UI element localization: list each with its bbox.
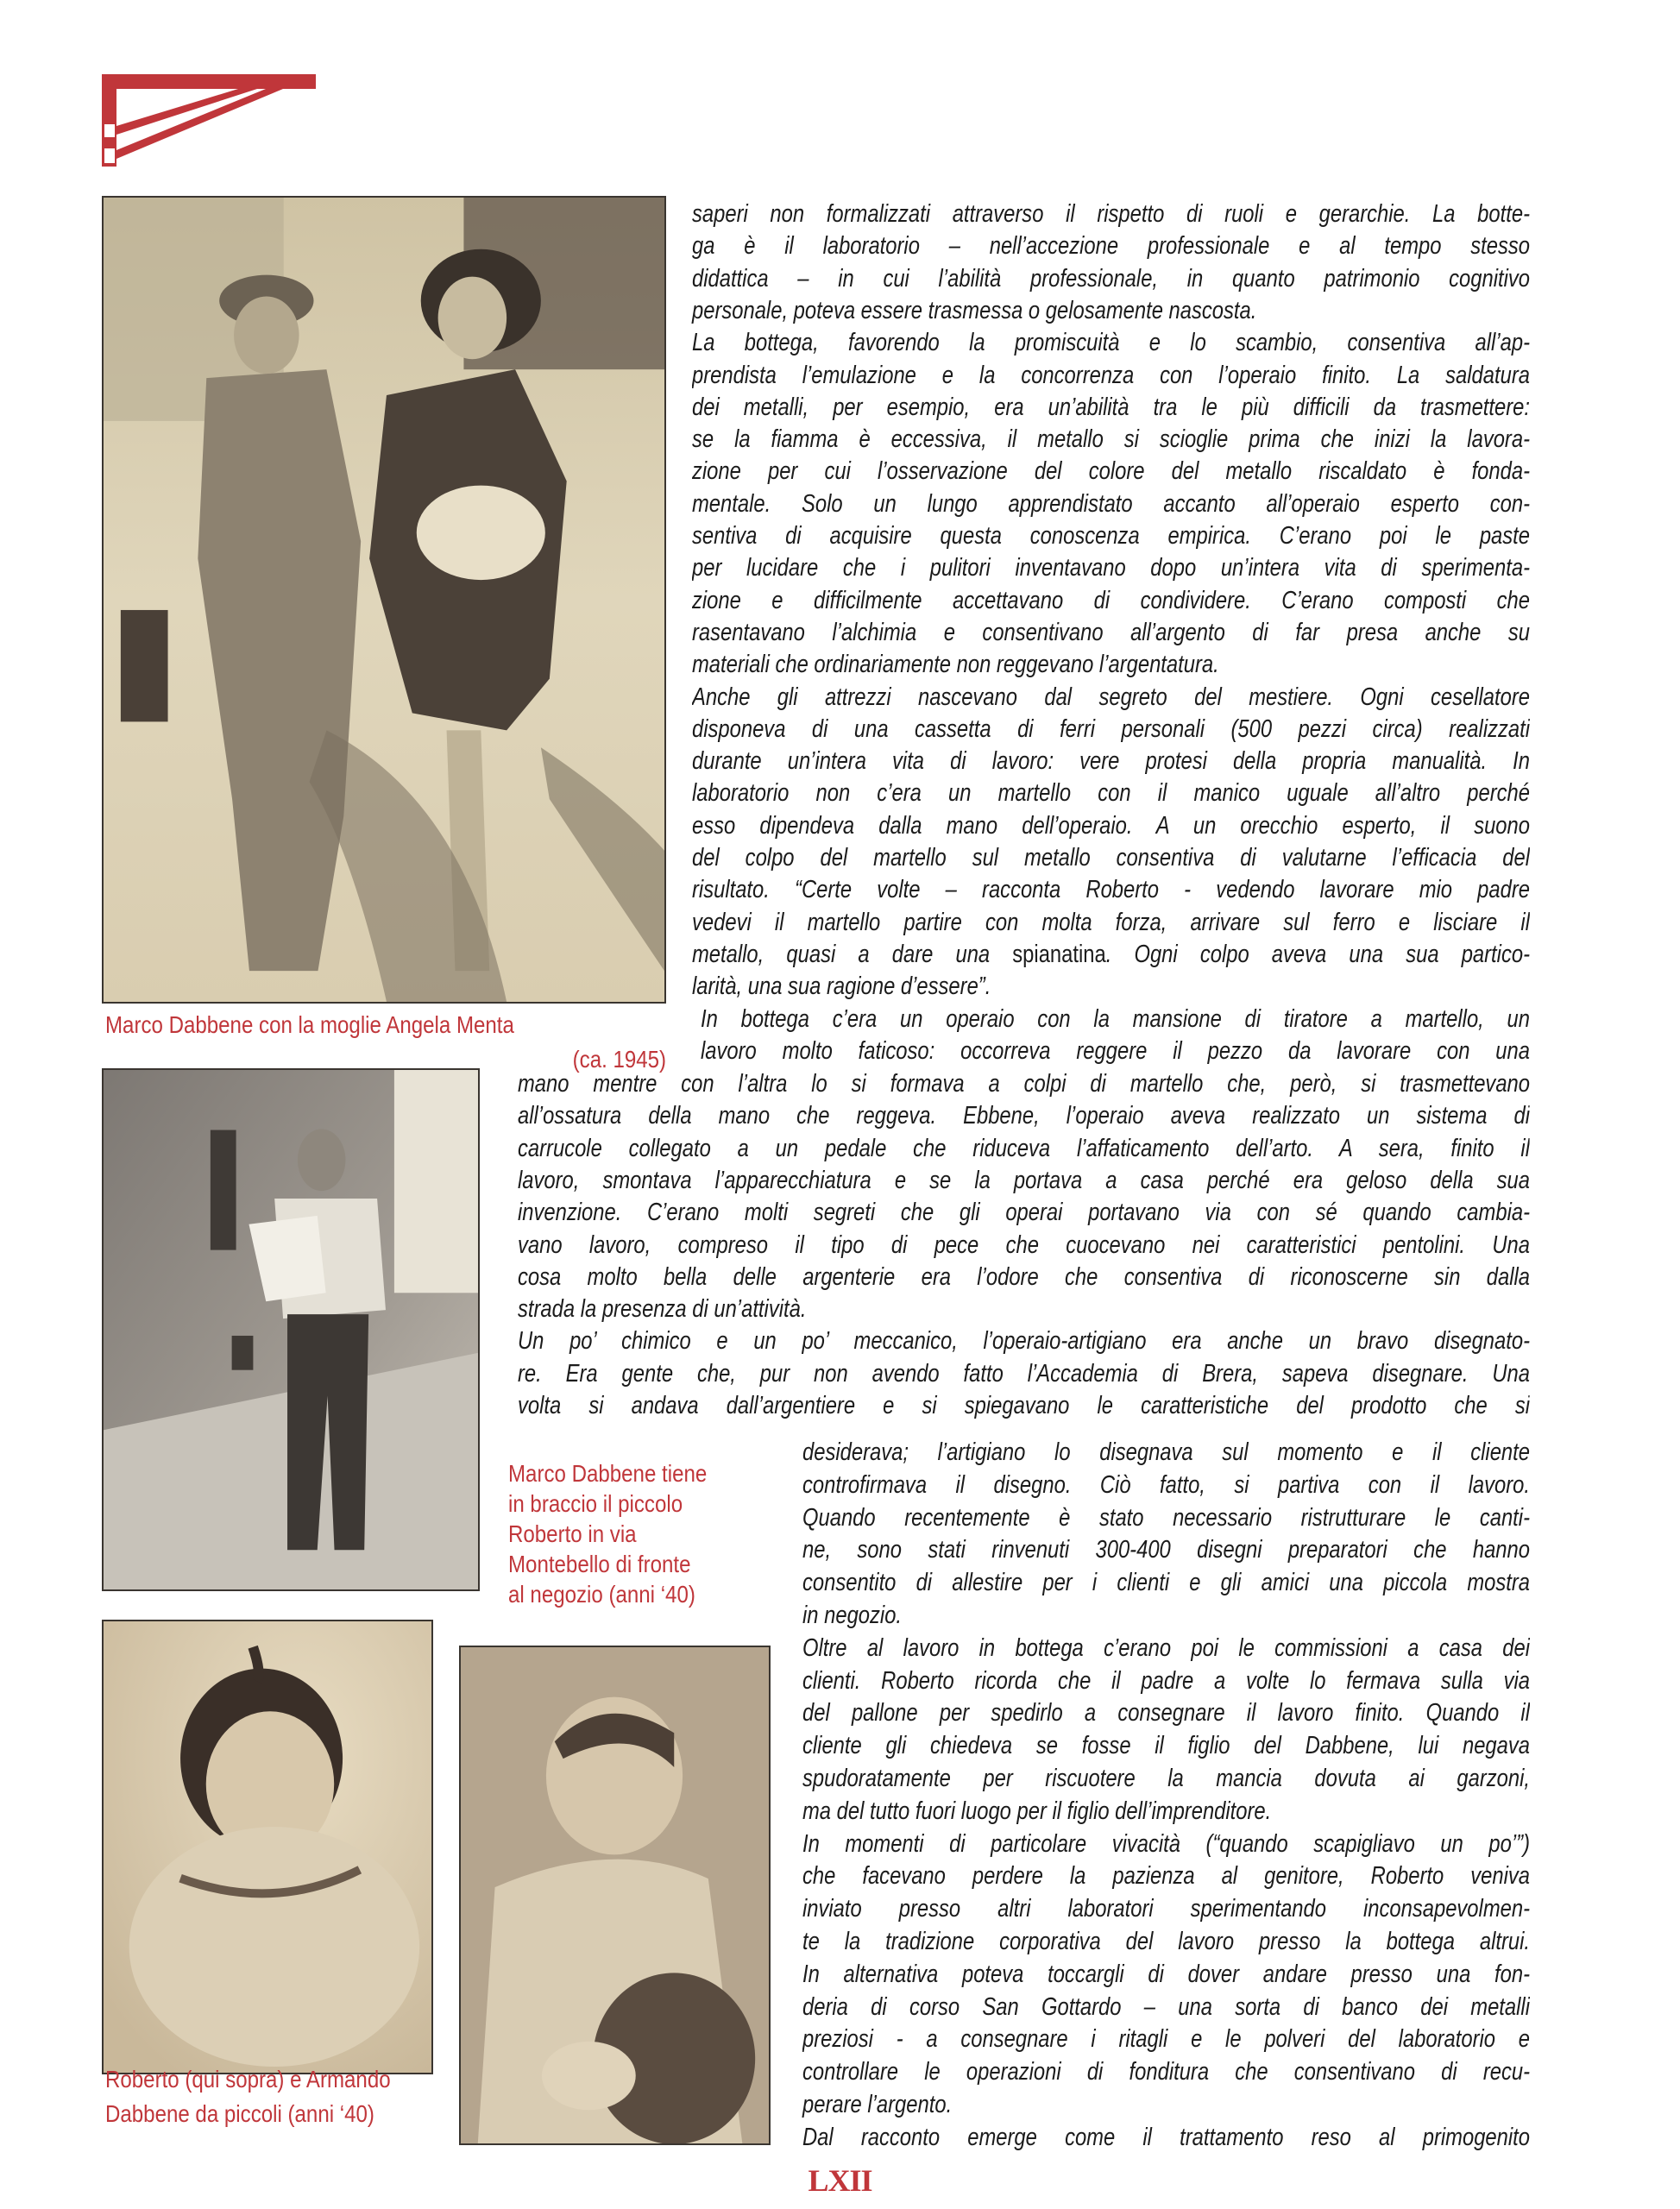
photo-baby-armando xyxy=(459,1646,771,2145)
text-line: desiderava; l’artigiano lo disegnava sul momento e il cliente xyxy=(802,1438,1530,1466)
text-line: vano lavoro, compreso il tipo di pece che cuocevano nei caratteristici pentolini. Una xyxy=(518,1230,1530,1259)
text-line: risultato. “Certe volte – racconta Roberto - vedendo lavorare mio padre xyxy=(692,876,1530,904)
text-line: mentale. Solo un lungo apprendistato accanto all’operaio esperto con- xyxy=(692,489,1530,518)
text-line: Quando recentemente è stato necessario ristrutturare le canti- xyxy=(802,1503,1530,1532)
text-line: Oltre al lavoro in bottega c’erano poi le commissioni a casa dei xyxy=(802,1633,1530,1662)
text-line: materiali che ordinariamente non reggevano l’argentatura. xyxy=(692,651,1219,679)
text-line: metallo, quasi a dare una spianatina. Ogni colpo aveva una sua partico- xyxy=(692,940,1530,968)
text-line: preziosi - a consegnare i ritagli e le polveri del laboratorio e xyxy=(802,2025,1530,2054)
text-line: ne, sono stati rinvenuti 300-400 disegni preparatori che hanno xyxy=(802,1536,1530,1564)
photo-father-child xyxy=(102,1068,480,1591)
text-line: vedevi il martello partire con molta forza, arrivare sul ferro e lisciare il xyxy=(692,908,1530,936)
caption-line: Dabbene da piccoli (anni ‘40) xyxy=(105,2100,374,2127)
page-number: LXII xyxy=(808,2163,872,2198)
text-line: se la fiamma è eccessiva, il metallo si scioglie prima che inizi la lavora- xyxy=(692,425,1530,454)
text-line: ma del tutto fuori luogo per il figlio dell’imprenditore. xyxy=(802,1797,1272,1825)
text-line: controllare le operazioni di fonditura che consentivano di recu- xyxy=(802,2058,1530,2086)
text-line: perare l’argento. xyxy=(802,2091,953,2118)
text-line: in negozio. xyxy=(802,1602,903,1629)
text-line: durante un’intera vita di lavoro: vere protesi della propria manualità. In xyxy=(692,747,1530,776)
text-line: re. Era gente che, pur non avendo fatto l’Accademia di Brera, sapeva disegnare. Una xyxy=(518,1359,1530,1388)
text-line: disponeva di una cassetta di ferri personali (500 pezzi circa) realizzati xyxy=(692,714,1530,743)
text-line: inviato presso altri laboratori sperimentando inconsapevolmen- xyxy=(802,1895,1530,1923)
text-line: carrucole collegato a un pedale che riduceva l’affaticamento dell’arto. A sera, finito il xyxy=(518,1134,1530,1162)
caption-line: in braccio il piccolo xyxy=(508,1490,683,1517)
text-line: prendista l’emulazione e la concorrenza con l’operaio finito. La saldatura xyxy=(692,361,1530,389)
text-line: volta si andava dall’argentiere e si spiegavano le caratteristiche del prodotto che si xyxy=(518,1392,1530,1419)
text-line: strada la presenza di un’attività. xyxy=(518,1295,807,1324)
text-line: personale, poteva essere trasmessa o gelosamente nascosta. xyxy=(692,296,1257,324)
text-line: per lucidare che i pulitori inventavano dopo un’intera vita di sperimenta- xyxy=(692,554,1530,582)
photo-couple xyxy=(102,196,666,1004)
text-line: cosa molto bella delle argenterie era l’odore che consentiva di riconoscerne sin dalla xyxy=(518,1262,1530,1291)
text-line: In momenti di particolare vivacità (“quando scapigliavo un po’”) xyxy=(802,1829,1530,1858)
text-line: esso dipendeva dalla mano dell’operaio. A un orecchio esperto, il suono xyxy=(692,811,1530,840)
text-line: invenzione. C’erano molti segreti che gli operai portavano via con sé quando cambia- xyxy=(518,1199,1530,1227)
text-line: consentito di allestire per i clienti e gli amici una piccola mostra xyxy=(802,1569,1530,1597)
text-line: rasentavano l’alchimia e consentivano all’argento di far presa anche su xyxy=(692,618,1530,646)
text-line: spudoratamente per riscuotere la mancia dovuta ai garzoni, xyxy=(802,1765,1530,1792)
text-line: In bottega c’era un operaio con la mansione di tiratore a martello, un xyxy=(701,1005,1530,1033)
photo-baby-roberto xyxy=(102,1620,433,2074)
text-line: Dal racconto emerge come il trattamento reso al primogenito xyxy=(802,2123,1530,2151)
text-line: didattica – in cui l’abilità professionale, in quanto patrimonio cognitivo xyxy=(692,264,1530,293)
text-line: ga è il laboratorio – nell’accezione professionale e al tempo stesso xyxy=(692,232,1530,261)
text-line: laboratorio non c’era un martello con il manico uguale all’altro perché xyxy=(692,779,1530,808)
text-line: del pallone per spedirlo a consegnare il lavoro finito. Quando il xyxy=(802,1699,1530,1728)
caption-line: Marco Dabbene tiene xyxy=(508,1460,708,1487)
text-line: zione per cui l’osservazione del colore del metallo riscaldato è fonda- xyxy=(692,457,1530,486)
text-line: Anche gli attrezzi nascevano dal segreto del mestiere. Ogni cesellatore xyxy=(692,683,1530,711)
text-line: sentiva di acquisire questa conoscenza empirica. C’erano poi le paste xyxy=(692,522,1530,550)
text-line: zione e difficilmente accettavano di condividere. C’erano composti che xyxy=(692,586,1530,614)
text-line: che facevano perdere la pazienza al genitore, Roberto veniva xyxy=(802,1862,1530,1891)
text-line: La bottega, favorendo la promiscuità e lo scambio, consentiva all’ap- xyxy=(692,329,1530,357)
caption-line: Roberto (qui sopra) e Armando xyxy=(105,2066,391,2093)
text-line: lavoro molto faticoso: occorreva reggere il pezzo da lavorare con una xyxy=(701,1037,1530,1066)
caption-couple: Marco Dabbene con la moglie Angela Menta xyxy=(105,1011,514,1038)
caption-line: Roberto in via xyxy=(508,1520,637,1547)
text-line: del colpo del martello sul metallo consentiva di valutarne l’efficacia del xyxy=(692,844,1530,872)
text-line: saperi non formalizzati attraverso il rispetto di ruoli e gerarchie. La botte- xyxy=(692,200,1530,228)
text-line: controfirmava il disegno. Ciò fatto, si partiva con il lavoro. xyxy=(802,1470,1530,1499)
publication-logo-bracket-icon xyxy=(102,74,318,171)
text-line: dei metalli, per esempio, era un’abilità tra le più difficili da trasmettere: xyxy=(692,393,1530,421)
text-line: cliente gli chiedeva se fosse il figlio del Dabbene, lui negava xyxy=(802,1732,1530,1760)
caption-line: al negozio (anni ‘40) xyxy=(508,1581,695,1608)
text-line: all’ossatura della mano che reggeva. Ebbene, l’operaio aveva realizzato un sistema di xyxy=(518,1102,1530,1130)
text-line: Un po’ chimico e un po’ meccanico, l’operaio-artigiano era anche un bravo disegnato- xyxy=(518,1327,1530,1356)
text-line: In alternativa poteva toccargli di dover andare presso una fon- xyxy=(802,1960,1530,1988)
caption-couple-date: (ca. 1945) xyxy=(572,1046,666,1073)
text-line: te la tradizione corporativa del lavoro presso la bottega altrui. xyxy=(802,1928,1530,1955)
text-line: lavoro, smontava l’apparecchiatura e se la portava a casa perché era geloso della sua xyxy=(518,1166,1530,1194)
text-line: mano mentre con l’altra lo si formava a colpi di martello che, però, si trasmettevano xyxy=(518,1070,1530,1098)
text-line: clienti. Roberto ricorda che il padre a volte lo fermava sulla via xyxy=(802,1666,1530,1695)
text-line: larità, una sua ragione d’essere”. xyxy=(692,972,991,1001)
text-line: deria di corso San Gottardo – una sorta di banco dei metalli xyxy=(802,1992,1530,2021)
caption-line: Montebello di fronte xyxy=(508,1551,691,1577)
